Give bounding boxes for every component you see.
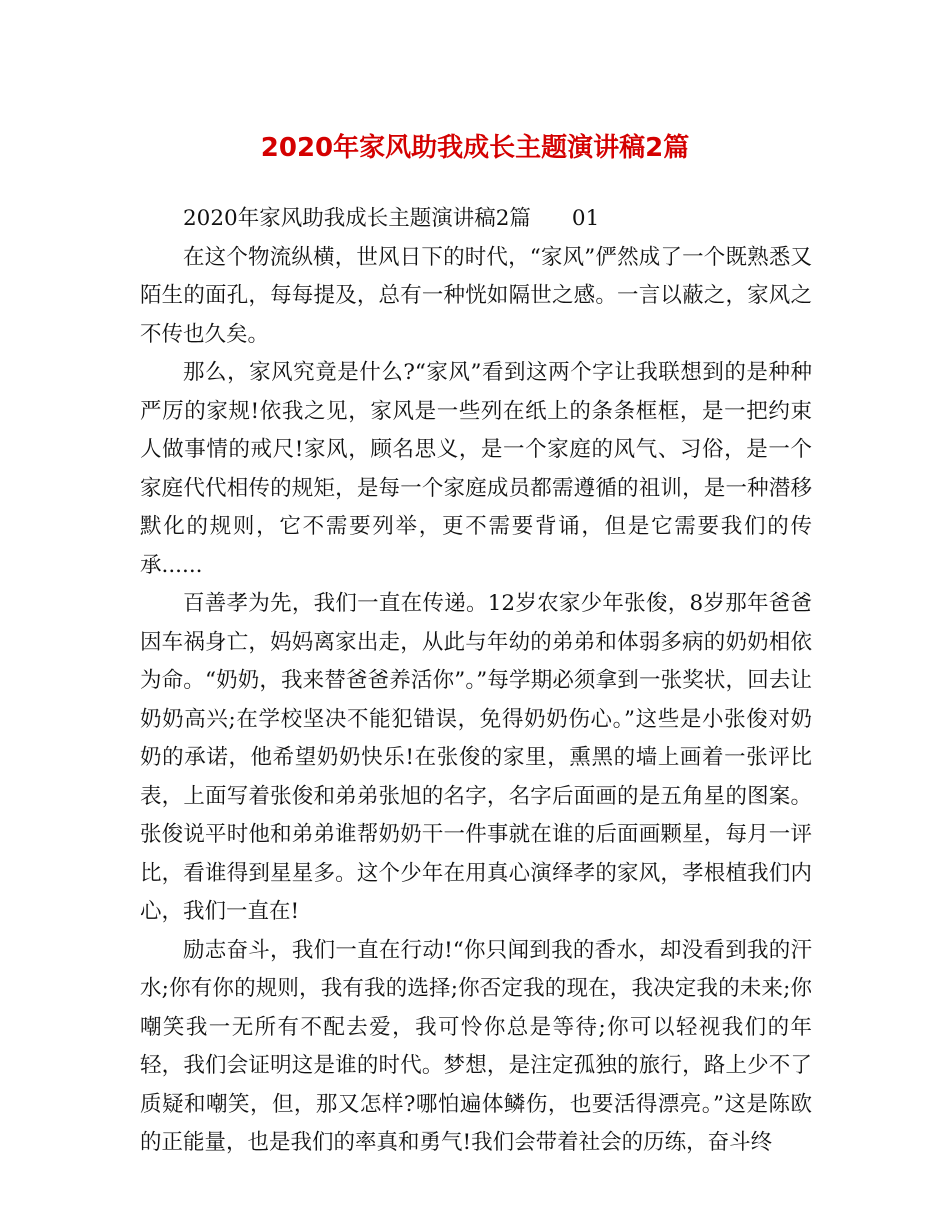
intro-line: 2020年家风助我成长主题演讲稿2篇 01 — [183, 206, 600, 231]
paragraph: 那么，家风究竟是什么?“家风”看到这两个字让我联想到的是种种严厉的家规!依我之见，家风是一些列在纸上的条条框框，是一把约束人做事情的戒尺!家风，顾名思义，是一个家庭的风气、习俗，是一个家庭代代相传的规矩，是每一个家庭成员都需遵循的祖训，是一种潜移默化的规则，它不需要列举，更不需要背诵，但是它需要我们的传承...... — [140, 360, 812, 578]
paragraph: 百善孝为先，我们一直在传递。12岁农家少年张俊，8岁那年爸爸因车祸身亡，妈妈离家出走，从此与年幼的弟弟和体弱多病的奶奶相依为命。“奶奶，我来替爸爸养活你”。”每学期必须拿到一张奖状，回去让奶奶高兴;在学校坚决不能犯错误，免得奶奶伤心。”这些是小张俊对奶奶的承诺，他希望奶奶快乐!在张俊的家里，熏黑的墙上画着一张评比表，上面写着张俊和弟弟张旭的名字，名字后面画的是五角星的图案。张俊说平时他和弟弟谁帮奶奶干一件事就在谁的后面画颗星，每月一评比，看谁得到星星多。这个少年在用真心演绎孝的家风，孝根植我们内心，我们一直在! — [140, 591, 812, 924]
paragraph: 在这个物流纵横，世风日下的时代，“家风”俨然成了一个既熟悉又陌生的面孔，每每提及，总有一种恍如隔世之感。一言以蔽之，家风之不传也久矣。 — [140, 244, 812, 347]
document-body — [140, 200, 812, 1163]
document-title: 2020年家风助我成长主题演讲稿2篇 — [260, 133, 690, 163]
paragraph: 励志奋斗，我们一直在行动!“你只闻到我的香水，却没看到我的汗水;你有你的规则，我有我的选择;你否定我的现在，我决定我的未来;你嘲笑我一无所有不配去爱，我可怜你总是等待;你可以轻视我们的年轻，我们会证明这是谁的时代。梦想，是注定孤独的旅行，路上少不了质疑和嘲笑，但，那又怎样?哪怕遍体鳞伤，也要活得漂亮。”这是陈欧的正能量，也是我们的率真和勇气!我们会带着社会的历练，奋斗终 — [140, 937, 812, 1155]
